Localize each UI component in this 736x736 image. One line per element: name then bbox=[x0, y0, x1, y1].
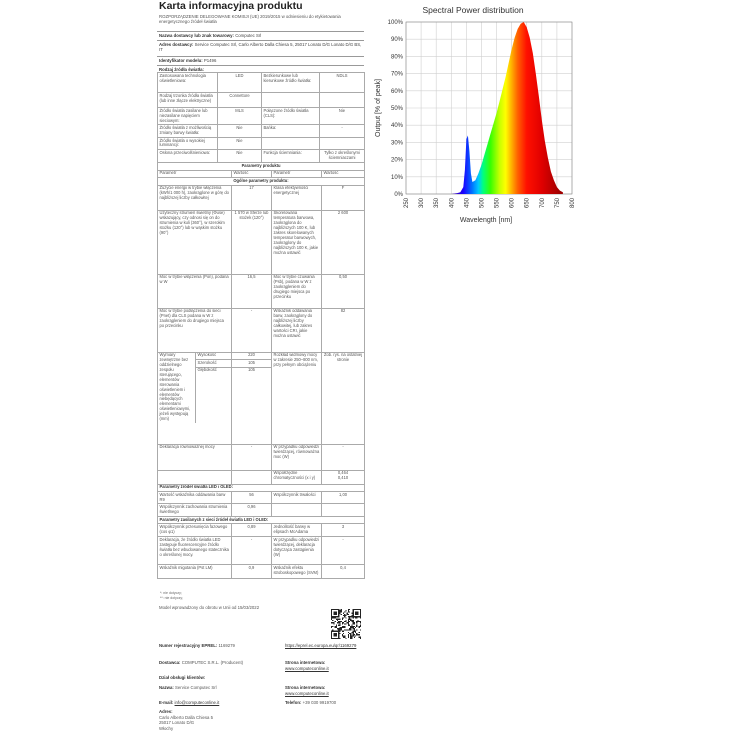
model-row bbox=[157, 56, 364, 64]
param-name: Moc w trybie czuwania (Psb), podana w W z zaokrągleniem do drugiego miejsca po przecinku bbox=[272, 274, 322, 308]
param-value: Nie bbox=[320, 108, 365, 125]
table-row bbox=[158, 470, 365, 484]
phone-row bbox=[285, 700, 336, 706]
address-block bbox=[159, 709, 213, 731]
y-tick-label: 20% bbox=[390, 157, 403, 164]
y-tick-label: 90% bbox=[390, 37, 403, 44]
dim-name: Głębokość bbox=[197, 367, 217, 373]
param-name bbox=[158, 470, 232, 484]
x-tick-label: 600 bbox=[509, 198, 516, 209]
footnote: **: nie dotyczy; bbox=[160, 596, 184, 600]
service-name-row bbox=[159, 685, 217, 691]
footnotes bbox=[160, 591, 183, 601]
param-value bbox=[322, 504, 365, 516]
y-tick-label: 30% bbox=[390, 140, 403, 147]
y-tick-label: 100% bbox=[387, 20, 403, 26]
x-tick-label: 250 bbox=[404, 198, 410, 209]
table-row bbox=[158, 163, 365, 171]
table-header-row bbox=[158, 170, 365, 178]
param-value bbox=[232, 470, 272, 484]
table-row bbox=[158, 73, 365, 93]
dim-value: 105 bbox=[232, 360, 271, 368]
section-title: Ogólne parametry produktu: bbox=[158, 178, 365, 186]
param-name: Jednolitość barwy w elipsach McAdama bbox=[272, 524, 322, 537]
param-name: W przypadku odpowiedzi twierdzącej, równoważna moc (W) bbox=[272, 444, 322, 470]
dims-label: Wymiary zewnętrzne bez oddzielnego zespołu sterującego, elementów sterowania oświetleniem i elementów niebędących elementami oświetleniowymi, jeżeli występują (mm) bbox=[158, 353, 196, 423]
dims-values bbox=[232, 352, 272, 444]
x-tick-label: 400 bbox=[449, 198, 456, 209]
supplier-footer-row bbox=[159, 660, 243, 666]
website-link[interactable]: www.computeconline.it bbox=[285, 665, 329, 671]
param-value: 17 bbox=[232, 185, 272, 210]
column-header: Parametr bbox=[158, 170, 232, 178]
regulation-text: ROZPORZĄDZENIE DELEGOWANE KOMISJI (UE) 2019/2015 w odniesieniu do etykietowania energetycznego źródeł światła bbox=[159, 14, 341, 25]
email-row bbox=[159, 700, 219, 706]
y-tick-label: 60% bbox=[390, 88, 403, 95]
param-name: Moc w trybie podłączenia do sieci (Pnet) dla CLS podana w W z zaokrągleniem do drugiego miejsca po przecinku bbox=[158, 308, 232, 352]
y-tick-label: 40% bbox=[390, 123, 403, 130]
eprel-url[interactable]: https://eprel.ec.europa.eu/qr/1169279 bbox=[285, 643, 357, 648]
column-header: Wartość bbox=[322, 170, 365, 178]
product-info-sheet bbox=[155, 0, 366, 595]
email-link[interactable]: info@computeconline.it bbox=[174, 700, 220, 705]
param-name: Deklaracja, że źródło światła LED zastępuje fluorescencyjne źródło światła bez wbudowanego statecznika o określonej mocy. bbox=[158, 537, 232, 565]
x-tick-label: 500 bbox=[479, 198, 486, 209]
table-row bbox=[158, 524, 365, 537]
address-value: Service Computec Srl, Carlo Alberto Dalla Chiesa 5, 25017 Lonato D/G Lonato D/G BS, IT bbox=[159, 42, 362, 53]
website-label: Strona internetowa: bbox=[285, 660, 326, 665]
param-name: Źródło światła z możliwością zmiany barwy światła: bbox=[158, 125, 218, 137]
param-value bbox=[320, 93, 365, 108]
y-tick-label: 0% bbox=[394, 192, 403, 198]
dim-value: 105 bbox=[248, 367, 255, 373]
param-name: Użyteczny strumień świetlny (Φuse) wskazujący, czy odnosi się on do strumienia w kuli (360°), w szerokim stożku (120°) lub w wąskim stożku (90°) bbox=[158, 210, 232, 274]
param-value: Nie bbox=[218, 137, 262, 149]
market-intro: Model wprowadzony do obrotu w Unii od 15/03/2022 bbox=[159, 605, 260, 610]
supplier-row bbox=[157, 31, 364, 39]
param-name: Wskaźnik oddawania barw, zaokrąglony do najbliższej liczby całkowitej, lub zakres wartości CRI, jakie można ustawić bbox=[272, 308, 322, 352]
param-value: NDLS bbox=[320, 73, 365, 93]
param-name: W przypadku odpowiedzi twierdzącej, deklaracja dotycząca zastąpienia (W) bbox=[272, 537, 322, 565]
y-tick-label: 70% bbox=[390, 71, 403, 78]
param-value: Nie bbox=[218, 150, 262, 162]
type-table bbox=[157, 72, 365, 163]
param-name: Moc w trybie włączenia (Pon), podana w W bbox=[158, 274, 232, 308]
table-row bbox=[158, 484, 365, 492]
x-tick-label: 750 bbox=[554, 198, 561, 209]
table-row bbox=[158, 178, 365, 186]
param-name: Współczynnik przesunięcia fazowego (cos φ1) bbox=[158, 524, 232, 537]
param-value: - bbox=[322, 444, 365, 470]
param-name: Zużycie energii w trybie włączenia (kWh/1 000 h), zaokrąglone w górę do najbliższej liczby całkowitej bbox=[158, 185, 232, 210]
x-tick-label: 350 bbox=[434, 198, 441, 209]
param-value: - bbox=[232, 537, 272, 565]
y-axis-label: Output [% of peak] bbox=[375, 79, 382, 137]
param-name: Wartość wskaźnika oddawania barw R9 bbox=[158, 492, 232, 504]
x-tick-label: 800 bbox=[570, 198, 576, 209]
address-footer-label: Adres: bbox=[159, 709, 173, 714]
address-label: Adres dostawcy: bbox=[159, 42, 194, 47]
param-value bbox=[320, 137, 365, 149]
address-line: 25017 Lonato D/G bbox=[159, 720, 195, 726]
x-tick-label: 650 bbox=[524, 198, 531, 209]
dim-name: Szerokość bbox=[196, 360, 231, 368]
model-label: Identyfikator modelu: bbox=[159, 58, 203, 63]
param-value: 3 bbox=[322, 524, 365, 537]
website-row bbox=[285, 660, 363, 671]
website2-row bbox=[285, 685, 363, 696]
param-name: Źródło światła o wysokiej luminancji: bbox=[158, 137, 218, 149]
param-value: 82 bbox=[322, 308, 365, 352]
spectral-chart-svg bbox=[370, 0, 582, 228]
param-value: 1 570 w Sferze lub stożek (120°) bbox=[232, 210, 272, 274]
table-row bbox=[158, 210, 365, 274]
table-row bbox=[158, 565, 365, 579]
table-row bbox=[158, 137, 365, 149]
spectral-chart bbox=[370, 0, 582, 228]
column-header: Wartość bbox=[232, 170, 272, 178]
x-tick-label: 700 bbox=[539, 198, 546, 209]
email-label: E-mail: bbox=[159, 700, 174, 705]
param-value: LED bbox=[218, 73, 262, 93]
param-name: Współczynnik trwałości bbox=[272, 492, 322, 504]
table-row bbox=[158, 444, 365, 470]
param-name: Bańka: bbox=[262, 125, 320, 137]
qr-code-icon bbox=[331, 609, 361, 639]
y-tick-label: 10% bbox=[390, 174, 403, 181]
eprel-label: Numer rejestracyjny EPREL: bbox=[159, 643, 218, 648]
x-tick-label: 450 bbox=[464, 198, 471, 209]
param-name: Bezkierunkowe lub kierunkowe źródło światła: bbox=[262, 73, 320, 93]
param-value: - bbox=[322, 537, 365, 565]
model-value: P1496 bbox=[203, 58, 217, 63]
supplier-footer-value: COMPUTEC S.R.L. (Producent) bbox=[181, 660, 244, 665]
phone-value: +39 030 9919700 bbox=[302, 700, 337, 705]
table-row bbox=[158, 352, 365, 444]
table-row bbox=[158, 93, 365, 108]
x-tick-label: 550 bbox=[494, 198, 501, 209]
x-axis-label: Wavelength [nm] bbox=[459, 217, 513, 224]
param-name: Współczynnik zachowania strumienia świetlnego bbox=[158, 504, 232, 516]
param-value: 0,464 0,410 bbox=[322, 470, 365, 484]
param-name: Funkcja ściemniania: bbox=[262, 150, 320, 162]
eprel-link[interactable] bbox=[285, 643, 363, 649]
param-name: Skorelowana temperatura barwowa, zaokrąglona do najbliższych 100 K, lub zakres skorelowanych temperatur barwowych, zaokrąglony do najbliższych 100 K, jakie można ustawić bbox=[272, 210, 322, 274]
x-tick-label: 300 bbox=[419, 198, 426, 209]
param-name: Osłona przeciwolśnieniowa: bbox=[158, 150, 218, 162]
param-name: Klasa efektywności energetycznej bbox=[272, 185, 322, 210]
sheet-title: Karta informacyjna produktu bbox=[159, 0, 303, 12]
table-row bbox=[158, 504, 365, 516]
supplier-footer-label: Dostawca: bbox=[159, 660, 181, 665]
param-name: Połączone źródło światła (CLS): bbox=[262, 108, 320, 125]
param-name bbox=[262, 137, 320, 149]
table-row bbox=[158, 516, 365, 524]
section-title: Parametry zasilanych z sieci źródeł światła LED i OLED: bbox=[158, 516, 365, 524]
param-name bbox=[262, 93, 320, 108]
param-name: Rodzaj trzonka źródła światła (lub inne złącze elektryczne) bbox=[158, 93, 218, 108]
param-value: 1,00 bbox=[322, 492, 365, 504]
param-value: 2 600 bbox=[322, 210, 365, 274]
param-name: Współrzędne chromatyczności (x i y) bbox=[272, 470, 322, 484]
param-value: 56 bbox=[232, 492, 272, 504]
param-value: - bbox=[232, 444, 272, 470]
param-value: 0,4 bbox=[322, 565, 365, 579]
table-row bbox=[158, 274, 365, 308]
param-value: 0,50 bbox=[322, 274, 365, 308]
param-value: - bbox=[232, 308, 272, 352]
address-line: Włochy bbox=[159, 725, 174, 731]
eprel-value: 1169279 bbox=[218, 643, 235, 648]
column-header: Parametr bbox=[272, 170, 322, 178]
website2-label: Strona internetowa: bbox=[285, 685, 326, 690]
param-name: Deklaracja równoważnej mocy bbox=[158, 444, 232, 470]
param-name: Wskaźnik migotania (Pst LM) bbox=[158, 565, 232, 579]
phone-label: Telefon: bbox=[285, 700, 302, 705]
param-value: 16,5 bbox=[232, 274, 272, 308]
param-value: Zob. rys. na ostatniej stronie bbox=[322, 352, 365, 444]
table-row bbox=[158, 537, 365, 565]
params-table bbox=[157, 162, 365, 579]
param-value: 0,9 bbox=[232, 565, 272, 579]
table-row bbox=[158, 108, 365, 125]
param-value: Tylko z określonymi ściemniaczami bbox=[320, 150, 365, 162]
param-value: MLS bbox=[218, 108, 262, 125]
param-value: Nie bbox=[218, 125, 262, 137]
param-name: Wskaźnik efektu stroboskopowego (SVM) bbox=[272, 565, 322, 579]
y-tick-label: 50% bbox=[390, 106, 403, 112]
section-title: Parametry źródeł światła LED i OLED: bbox=[158, 484, 365, 492]
type-label: Rodzaj źródła światła: bbox=[159, 67, 204, 72]
param-name: Rozkład widmowy mocy w zakresie 250–800 nm, przy pełnym obciążeniu bbox=[272, 352, 322, 444]
param-name bbox=[272, 504, 322, 516]
footnote: *: nie dotyczy; bbox=[160, 591, 182, 595]
param-value: 0,96 bbox=[232, 504, 272, 516]
table-row bbox=[158, 492, 365, 504]
service-name-label: Nazwa: bbox=[159, 685, 174, 690]
table-row bbox=[158, 185, 365, 210]
table-row bbox=[158, 125, 365, 137]
supplier-value: Computec Srl bbox=[235, 33, 262, 38]
param-value: F bbox=[322, 185, 365, 210]
dim-name: Wysokość bbox=[196, 353, 231, 361]
service-title: Dział obsługi klientów: bbox=[159, 675, 206, 680]
param-name: Źródło światła zasilane lub niezasilane napięciem sieciowym: bbox=[158, 108, 218, 125]
param-value: Connettore bbox=[218, 93, 262, 108]
dim-value: 220 bbox=[232, 353, 271, 361]
service-name-value: Service Computec Srl bbox=[175, 685, 217, 690]
address-line: Carlo Alberto Dalla Chiesa 5 bbox=[159, 714, 213, 720]
dims-cell bbox=[158, 352, 232, 444]
address-row bbox=[157, 40, 364, 54]
chart-title: Spectral Power distribution bbox=[422, 5, 524, 15]
table-row bbox=[158, 150, 365, 162]
param-name: Zastosowana technologia oświetleniowa: bbox=[158, 73, 218, 93]
y-tick-label: 80% bbox=[390, 54, 403, 61]
params-title: Parametry produktu bbox=[158, 163, 365, 171]
param-value: 0,89 bbox=[232, 524, 272, 537]
website2-link[interactable]: www.computeconline.it bbox=[285, 690, 329, 696]
param-value: - bbox=[320, 125, 365, 137]
registration-block bbox=[155, 603, 366, 736]
table-row bbox=[158, 308, 365, 352]
supplier-label: Nazwa dostawcy lub znak towarowy: bbox=[159, 33, 234, 38]
eprel-row bbox=[159, 643, 235, 649]
